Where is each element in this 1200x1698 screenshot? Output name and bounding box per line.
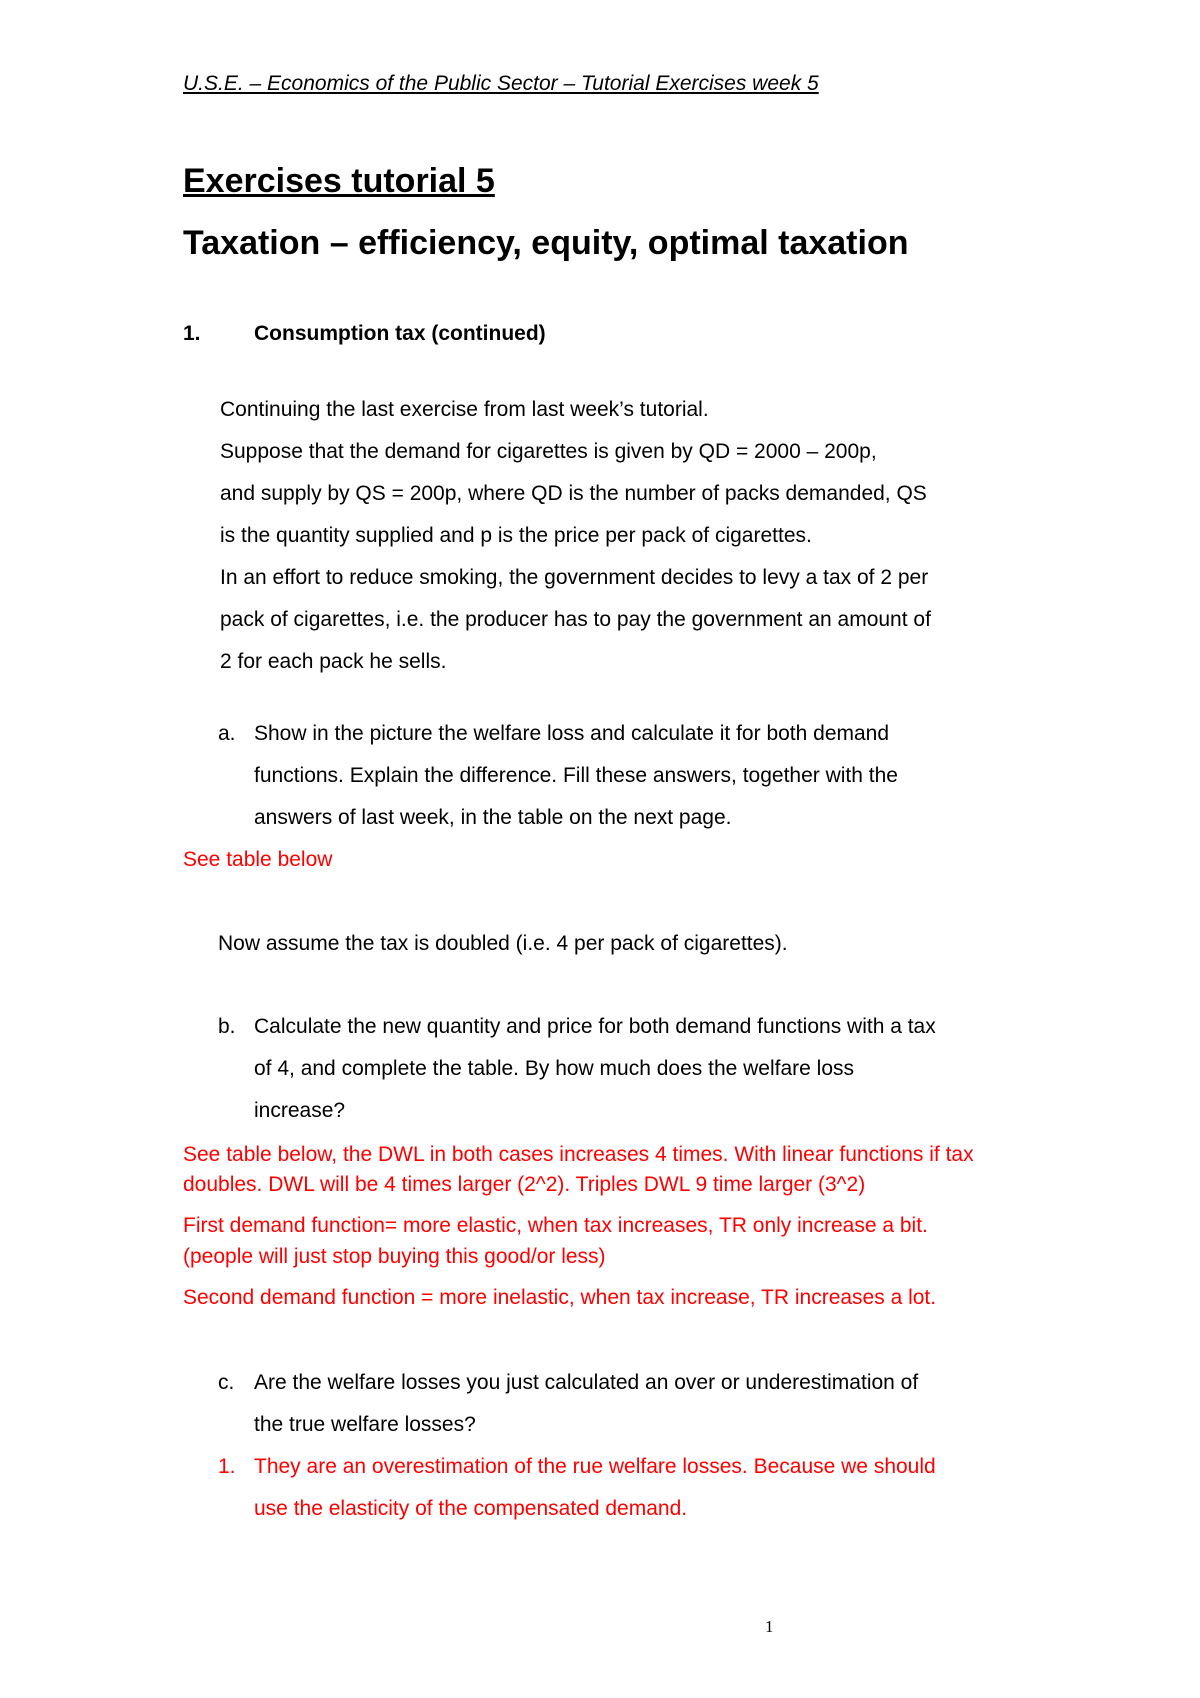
part-b-answer-line: See table below, the DWL in both cases increases 4 times. With linear functions if tax: [183, 1143, 974, 1166]
part-b-answer-line: (people will just stop buying this good/or less): [183, 1245, 606, 1268]
part-b-label: b.: [218, 1015, 236, 1038]
running-header: U.S.E. – Economics of the Public Sector – Tutorial Exercises week 5: [183, 72, 819, 95]
part-a-label: a.: [218, 722, 236, 745]
question-title: Consumption tax (continued): [254, 322, 546, 345]
part-c-line: the true welfare losses?: [254, 1413, 476, 1436]
page-title: Exercises tutorial 5: [183, 162, 495, 200]
page-number: 1: [765, 1617, 774, 1636]
intro-line: Continuing the last exercise from last week’s tutorial.: [220, 398, 709, 421]
part-b-answer-line: First demand function= more elastic, when tax increases, TR only increase a bit.: [183, 1214, 928, 1237]
part-c-answer-label: 1.: [218, 1455, 236, 1478]
part-b-line: of 4, and complete the table. By how much does the welfare loss: [254, 1057, 855, 1080]
part-b-line: Calculate the new quantity and price for both demand functions with a tax: [254, 1015, 936, 1038]
part-b-answer-line: Second demand function = more inelastic, when tax increase, TR increases a lot.: [183, 1286, 937, 1309]
page-subtitle: Taxation – efficiency, equity, optimal taxation: [183, 224, 909, 262]
part-b-line: increase?: [254, 1099, 346, 1122]
part-c-answer-line: They are an overestimation of the rue welfare losses. Because we should: [254, 1455, 936, 1478]
intro-line: In an effort to reduce smoking, the government decides to levy a tax of 2 per: [220, 566, 929, 589]
part-c-line: Are the welfare losses you just calculated an over or underestimation of: [254, 1371, 919, 1394]
part-a-answer: See table below: [183, 848, 333, 871]
part-a-line: functions. Explain the difference. Fill these answers, together with the: [254, 764, 898, 787]
intro-line: and supply by QS = 200p, where QD is the number of packs demanded, QS: [220, 482, 927, 505]
part-b-answer-line: doubles. DWL will be 4 times larger (2^2). Triples DWL 9 time larger (3^2): [183, 1173, 866, 1196]
intro-line: 2 for each pack he sells.: [220, 650, 447, 673]
intro-line: Suppose that the demand for cigarettes is given by QD = 2000 – 200p,: [220, 440, 877, 463]
part-c-answer-line: use the elasticity of the compensated demand.: [254, 1497, 688, 1520]
intro-line: pack of cigarettes, i.e. the producer has to pay the government an amount of: [220, 608, 931, 631]
part-a-line: answers of last week, in the table on the next page.: [254, 806, 732, 829]
question-number: 1.: [183, 322, 201, 345]
tax-doubled-text: Now assume the tax is doubled (i.e. 4 per pack of cigarettes).: [218, 932, 788, 955]
part-c-label: c.: [218, 1371, 235, 1394]
intro-line: is the quantity supplied and p is the price per pack of cigarettes.: [220, 524, 812, 547]
part-a-line: Show in the picture the welfare loss and calculate it for both demand: [254, 722, 890, 745]
